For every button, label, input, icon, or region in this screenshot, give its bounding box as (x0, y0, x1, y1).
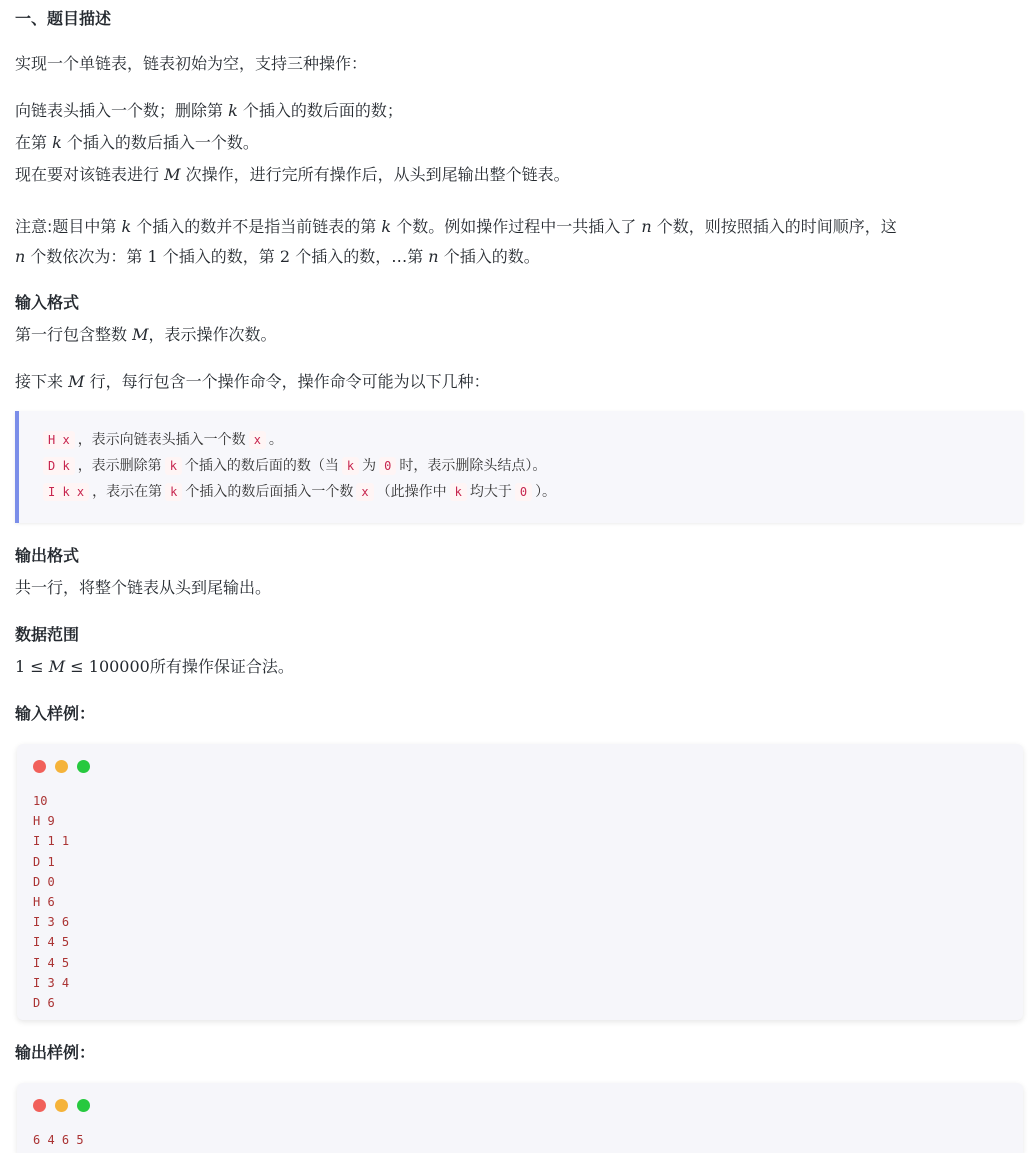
code-line: H 9 (33, 814, 55, 829)
sample-input-lines (33, 791, 1023, 1013)
code-line: I 4 5 (33, 955, 70, 970)
input-format-line-2: 接下来 M 行，每行包含一个操作命令，操作命令可能为以下几种： (15, 372, 490, 391)
op-line-1: 向链表头插入一个数；删除第 k 个插入的数后面的数； (15, 101, 403, 120)
code-line: D 6 (33, 995, 55, 1010)
code-h-x: H x (43, 431, 75, 449)
code-zero: 0 (379, 457, 396, 475)
code-i-k-x: I k x (43, 483, 89, 501)
range-text: 1 ≤ M ≤ 100000所有操作保证合法。 (15, 657, 294, 676)
code-line: D 1 (33, 854, 55, 869)
range-title: 数据范围 (15, 625, 80, 644)
minimize-dot-icon (55, 760, 68, 773)
code-d-k: D k (43, 457, 75, 475)
code-line: H 6 (33, 894, 55, 909)
code-k: k (165, 483, 182, 501)
input-format-title: 输入格式 (15, 293, 80, 312)
code-x: x (249, 431, 266, 449)
code-k: k (450, 483, 467, 501)
sample-output-lines (33, 1130, 1023, 1150)
command-h: H x ，表示向链表头插入一个数 x 。 (40, 427, 1023, 453)
code-line: 6 4 6 5 (33, 1133, 84, 1147)
code-k: k (342, 457, 359, 475)
intro-text: 实现一个单链表，链表初始为空，支持三种操作： (15, 54, 368, 73)
commands-blockquote (15, 411, 1023, 523)
code-line: I 3 6 (33, 915, 70, 930)
code-x: x (356, 483, 373, 501)
minimize-dot-icon (55, 1099, 68, 1112)
close-dot-icon (33, 1099, 46, 1112)
command-d: D k ，表示删除第 k 个插入的数后面的数（当 k 为 0 时，表示删除头结点）。 (40, 453, 1023, 479)
input-format-line-1: 第一行包含整数 M，表示操作次数。 (15, 325, 277, 344)
code-line: D 0 (33, 874, 55, 889)
close-dot-icon (33, 760, 46, 773)
code-line: I 1 1 (33, 834, 70, 849)
code-k: k (165, 457, 182, 475)
window-controls (33, 760, 1023, 773)
code-line: I 4 5 (33, 935, 70, 950)
command-i: I k x ，表示在第 k 个插入的数后面插入一个数 x （此操作中 k 均大于 0 ）。 (40, 479, 1023, 505)
sample-output-title: 输出样例： (15, 1043, 96, 1062)
note-paragraph: 注意:题目中第 k 个插入的数并不是指当前链表的第 k 个数。例如操作过程中一共插入了 n 个数，则按照插入的时间顺序，这 n 个数依次为：第 1 个插入的数，第 2 个插入的数，…第 n 个插入的数。 (15, 217, 897, 266)
code-line: 10 (33, 794, 48, 808)
code-line: I 3 4 (33, 975, 70, 990)
window-controls (33, 1099, 1023, 1112)
op-line-2: 在第 k 个插入的数后插入一个数。 (15, 133, 259, 152)
sample-input-codebox (17, 744, 1023, 1020)
sample-output-codebox (17, 1083, 1023, 1153)
op-line-3: 现在要对该链表进行 M 次操作，进行完所有操作后，从头到尾输出整个链表。 (15, 165, 570, 184)
sample-input-title: 输入样例： (15, 704, 96, 723)
output-format-text: 共一行，将整个链表从头到尾输出。 (15, 578, 272, 597)
section-title: 一、题目描述 (15, 9, 112, 28)
code-zero: 0 (515, 483, 532, 501)
maximize-dot-icon (77, 760, 90, 773)
output-format-title: 输出格式 (15, 546, 80, 565)
maximize-dot-icon (77, 1099, 90, 1112)
